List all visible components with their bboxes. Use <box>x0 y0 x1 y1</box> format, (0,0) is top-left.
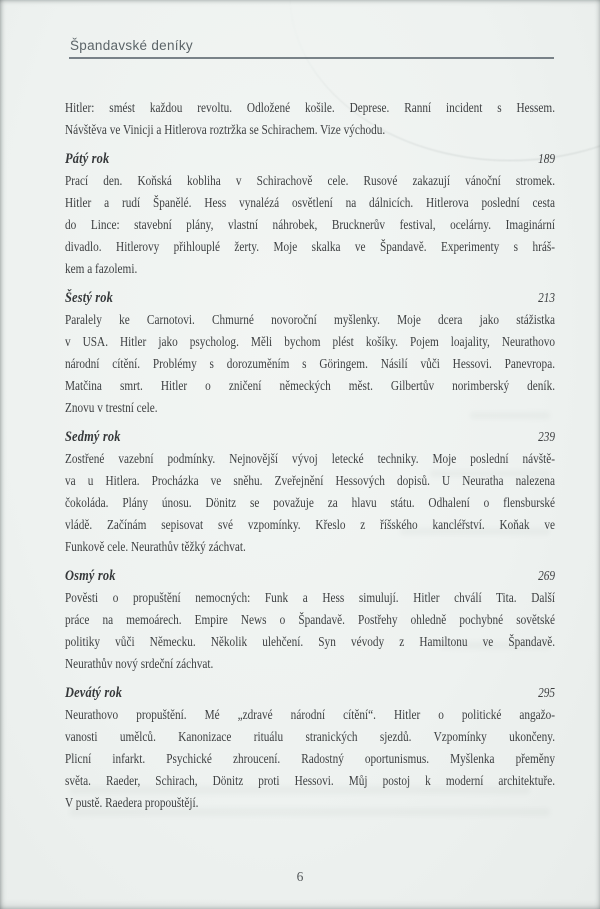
text-line: Plicní infarkt. Psychické zhroucení. Radostný oportunismus. Myšlenka přeměny <box>65 751 556 766</box>
text-line: Pověsti o propuštění nemocných: Funk a Hess simulují. Hitler chválí Tita. Další <box>65 590 556 605</box>
section-title: Osmý rok <box>65 567 116 584</box>
text-line: kem a fazolemi. <box>65 261 138 276</box>
section-page-number: 295 <box>538 685 556 700</box>
section-page-number: 189 <box>538 151 556 166</box>
running-header <box>70 38 193 53</box>
text-line: národní cítění. Problémy s dorozuměním s Göringem. Násilí vůči Hessovi. Panevropa. <box>65 356 556 371</box>
section-page-number: 239 <box>538 429 556 444</box>
section-title: Pátý rok <box>65 150 110 167</box>
section-page-number: 213 <box>538 290 556 305</box>
text-line: vládě. Začínám sepisovat své vzpomínky. Křeslo z říšského kancléřství. Koňak ve <box>65 517 556 532</box>
section <box>65 682 555 814</box>
section-page-number: 269 <box>538 568 556 583</box>
text-line: Návštěva ve Vinicji a Hitlerova roztržka se Schirachem. Vize východu. <box>65 122 386 137</box>
toc-content <box>65 97 555 814</box>
section <box>65 148 555 280</box>
text-line: divadlo. Hitlerovy přihlouplé žerty. Moje skalka ve Špandavě. Experimenty s hráš- <box>65 239 556 254</box>
section-heading <box>65 565 555 587</box>
text-line: Hitler a rudí Španělé. Hess vynalézá osvětlení na dálnicích. Hitlerova poslední cesta <box>65 195 556 210</box>
text-line: Paralely ke Carnotovi. Chmurné novoroční myšlenky. Moje dcera jako stážistka <box>65 312 556 327</box>
section <box>65 426 555 558</box>
section <box>65 565 555 675</box>
text-line: do Lince: stavební plány, vlastní náhrobek, Brucknerův festival, ocelárny. Imaginární <box>65 217 556 232</box>
section-heading <box>65 426 555 448</box>
section-paragraph <box>65 309 555 419</box>
section-paragraph <box>65 448 555 558</box>
running-header-title: Špandavské deníky <box>70 38 193 53</box>
text-line: politiky vůči Německu. Několik ulehčení. Syn vévody z Hamiltonu ve Špandavě. <box>65 634 556 649</box>
section-title: Šestý rok <box>65 289 113 306</box>
text-line: Hitler: smést každou revoltu. Odložené košile. Deprese. Ranní incident s Hessem. <box>65 100 556 115</box>
text-line: Matčina smrt. Hitler o zničení německých měst. Gilbertův norimberský deník. <box>65 378 556 393</box>
text-line: Prací den. Koňská kobliha v Schirachově cele. Rusové zakazují vánoční stromek. <box>65 173 556 188</box>
text-line: práce na memoárech. Empire News o Špandavě. Postřehy ohledně pochybné sovětské <box>65 612 556 627</box>
section-heading <box>65 287 555 309</box>
section <box>65 287 555 419</box>
text-line: V pustě. Raedera propouštějí. <box>65 795 199 810</box>
section-heading <box>65 148 555 170</box>
text-line: vanosti umělců. Kanonizace rituálu stranických sjezdů. Vzpomínky ukončeny. <box>65 729 556 744</box>
text-line: va u Hitlera. Procházka ve sněhu. Zveřejnění Hessových dopisů. U Neuratha nalezena <box>65 473 556 488</box>
section-title: Devátý rok <box>65 684 123 701</box>
text-line: Neurathovo propuštění. Mé „zdravé národní cítění“. Hitler o politické angažo- <box>65 707 556 722</box>
text-line: v USA. Hitler jako psycholog. Měli bychom plést košíky. Pojem loajality, Neurathovo <box>65 334 556 349</box>
section-paragraph <box>65 704 555 814</box>
sections-list <box>65 148 555 814</box>
section-paragraph <box>65 587 555 675</box>
intro-paragraph <box>65 97 555 141</box>
text-line: Zostřené vazební podmínky. Nejnovější vývoj letecké techniky. Moje poslední návště- <box>65 451 556 466</box>
section-heading <box>65 682 555 704</box>
text-line: Funkově cele. Neurathův těžký záchvat. <box>65 539 246 554</box>
header-rule <box>69 57 554 59</box>
text-line: světa. Raeder, Schirach, Dönitz proti Hessovi. Můj postoj k moderní architektuře. <box>65 773 556 788</box>
section-title: Sedmý rok <box>65 428 121 445</box>
text-line: čokoláda. Plány únosu. Dönitz se považuje za hlavu státu. Odhalení o flensburské <box>65 495 556 510</box>
page-number: 6 <box>296 869 304 884</box>
text-line: Neurathův nový srdeční záchvat. <box>65 656 214 671</box>
text-line: Znovu v trestní cele. <box>65 400 158 415</box>
section-paragraph <box>65 170 555 280</box>
